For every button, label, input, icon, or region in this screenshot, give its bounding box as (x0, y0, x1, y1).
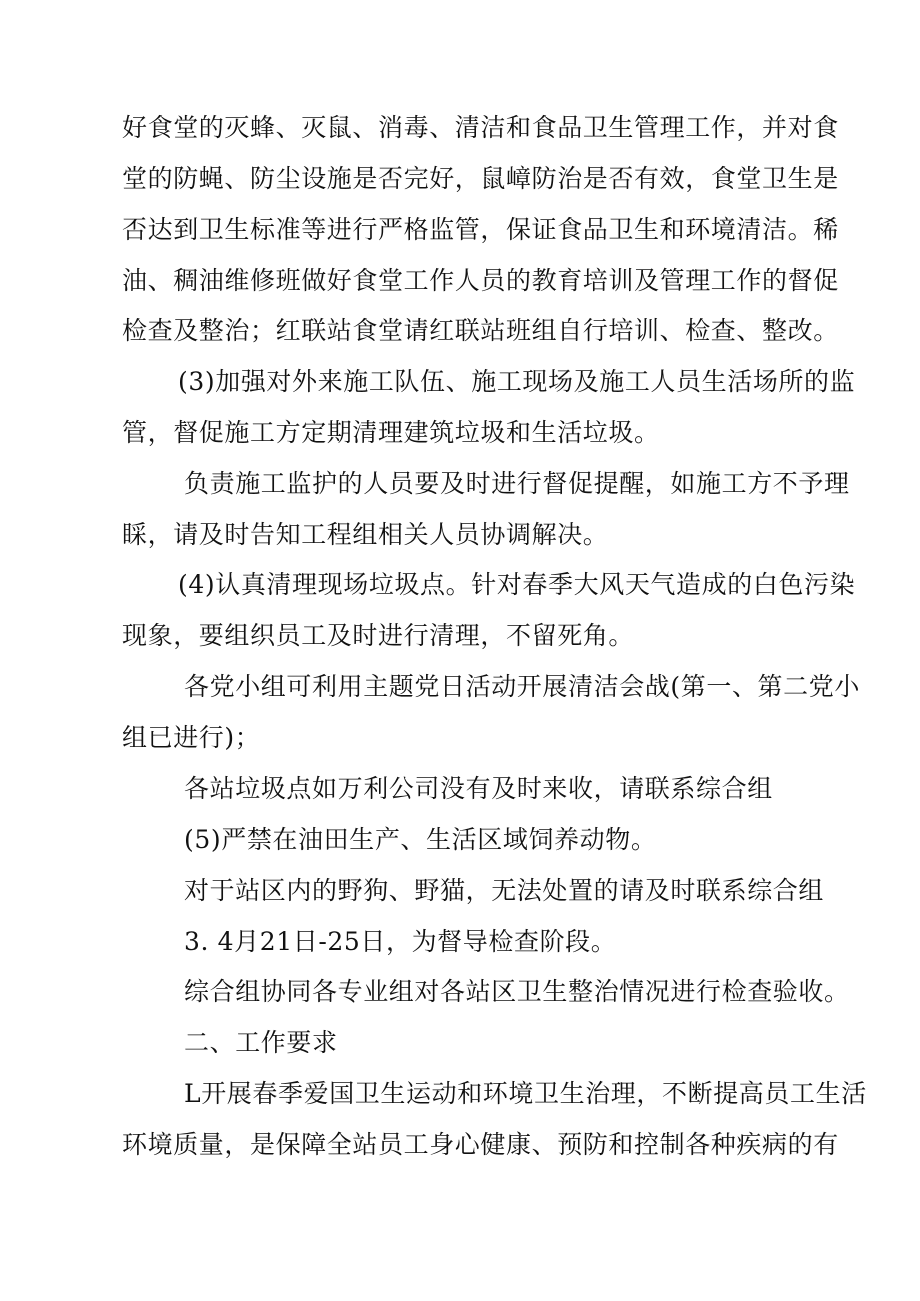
text-line: (4)认真清理现场垃圾点。针对春季大风天气造成的白色污染 (178, 570, 856, 599)
text-line: 负责施工监护的人员要及时进行督促提醒，如施工方不予理 (184, 469, 850, 498)
text-line: 3. 4月21日-25日，为督导检查阶段。 (184, 927, 617, 956)
text-line: 否达到卫生标准等进行严格监管，保证食品卫生和环境清洁。稀 (122, 215, 839, 244)
text-line: 好食堂的灭蜂、灭鼠、消毒、清洁和食品卫生管理工作，并对食 (122, 113, 839, 142)
text-line: 综合组协同各专业组对各站区卫生整治情况进行检查验收。 (184, 977, 850, 1006)
text-line: 环境质量，是保障全站员工身心健康、预防和控制各种疾病的有 (122, 1130, 839, 1159)
text-line: 各站垃圾点如万利公司没有及时来收，请联系综合组 (184, 774, 773, 803)
text-line: L开展春季爱国卫生运动和环境卫生治理，不断提高员工生活 (184, 1079, 867, 1108)
text-line: 睬，请及时告知工程组相关人员协调解决。 (122, 520, 609, 549)
text-line: (5)严禁在油田生产、生活区域饲养动物。 (184, 825, 657, 854)
text-line: 现象，要组织员工及时进行清理，不留死角。 (122, 621, 635, 650)
text-line: 检查及整治；红联站食堂请红联站班组自行培训、检查、整改。 (122, 316, 839, 345)
text-line: 堂的防蝇、防尘设施是否完好，鼠嶂防治是否有效，食堂卫生是 (122, 164, 839, 193)
text-line: 油、稠油维修班做好食堂工作人员的教育培训及管理工作的督促 (122, 266, 839, 295)
text-line: 管，督促施工方定期清理建筑垃圾和生活垃圾。 (122, 418, 660, 447)
text-line: 对于站区内的野狗、野猫，无法处置的请及时联系综合组 (184, 876, 825, 905)
text-line: 组已进行)； (122, 723, 261, 752)
section-heading: 二、工作要求 (184, 1028, 338, 1057)
text-line: 各党小组可利用主题党日活动开展清洁会战(第一、第二党小 (184, 672, 860, 701)
text-line: (3)加强对外来施工队伍、施工现场及施工人员生活场所的监 (178, 367, 856, 396)
